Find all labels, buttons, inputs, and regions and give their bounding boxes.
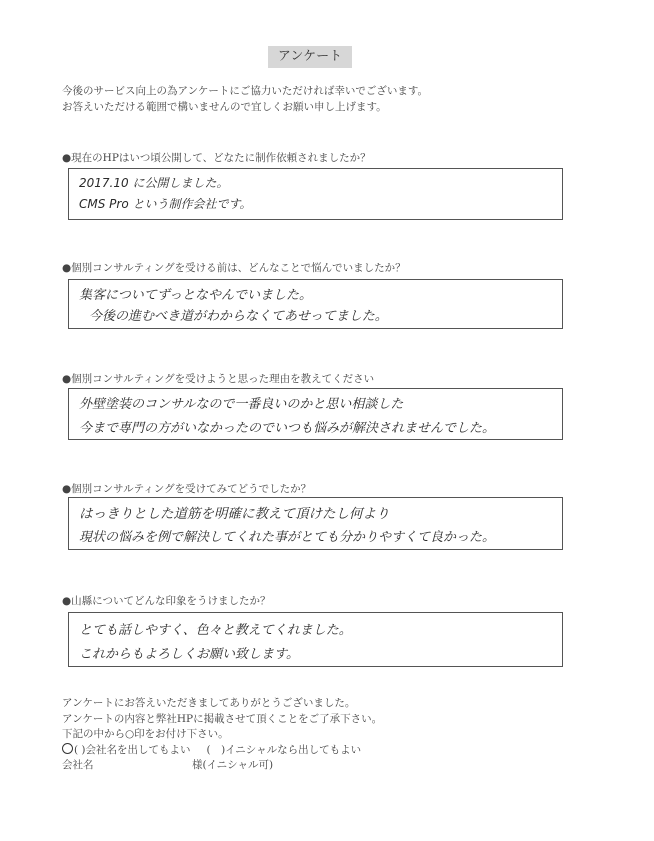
name-label: 様(イニシャル可)	[192, 759, 274, 771]
name-row	[62, 758, 382, 774]
answer-4-line-2: 現状の悩みを例で解決してくれた事がとても分かりやすくて良かった。	[79, 530, 496, 545]
answer-3-line-2: 今まで専門の方がいなかったのでいつも悩みが解決されませんでした。	[79, 421, 496, 436]
circle-mark-icon	[62, 743, 73, 754]
answer-5-box[interactable]	[68, 612, 563, 667]
answer-1-line-1: 2017.10 に公開しました。	[79, 176, 229, 190]
answer-3-box[interactable]	[68, 388, 563, 440]
intro-line-2: お答えいただける範囲で構いませんので宜しくお願い申し上げます。	[62, 101, 387, 113]
option-company-name[interactable]	[62, 743, 191, 759]
question-5-label: ●山縣についてどんな印象をうけましたか？	[62, 595, 271, 607]
company-label: 会社名	[62, 759, 94, 771]
answer-1-box[interactable]	[68, 168, 563, 220]
intro-line-1: 今後のサービス向上の為アンケートにご協力いただければ幸いでございます。	[62, 85, 429, 97]
intro-text	[62, 83, 428, 115]
answer-4-line-1: はっきりとした道筋を明確に教えて頂けたし何より	[79, 506, 390, 522]
answer-2-box[interactable]	[68, 279, 563, 329]
answer-4-box[interactable]	[68, 497, 563, 550]
option-initials[interactable]: ( )イニシャルなら出してもよい	[206, 743, 362, 756]
footer-line-3: 下記の中から○印をお付け下さい。	[62, 728, 229, 740]
footer-line-1: アンケートにお答えいただきましてありがとうございました。	[62, 697, 356, 709]
footer	[62, 696, 382, 774]
question-2-label: ●個別コンサルティングを受ける前は、どんなことで悩んでいましたか？	[62, 262, 406, 274]
consent-options	[62, 743, 382, 759]
answer-2-line-2: 今後の進むべき道がわからなくてあせってました。	[89, 309, 388, 324]
question-1-label: ●現在のHPはいつ頃公開して、どなたに制作依頼されましたか？	[62, 152, 371, 164]
footer-line-2: アンケートの内容と弊社HPに掲載させて頂くことをご了承下さい。	[62, 712, 383, 725]
option-company-name-label: ( )会社名を出してもよい	[74, 743, 191, 756]
answer-2-line-1: 集客についてずっとなやんでいました。	[79, 288, 312, 303]
question-3-label: ●個別コンサルティングを受けようと思った理由を教えてください	[62, 373, 375, 385]
page-title: アンケート	[268, 46, 352, 68]
answer-5-line-2: これからもよろしくお願い致します。	[79, 647, 299, 662]
answer-3-line-1: 外壁塗装のコンサルなので一番良いのかと思い相談した	[79, 397, 404, 412]
answer-5-line-1: とても話しやすく、色々と教えてくれました。	[79, 623, 352, 638]
question-4-label: ●個別コンサルティングを受けてみてどうでしたか？	[62, 483, 312, 495]
answer-1-line-2: CMS Pro という制作会社です。	[79, 197, 252, 211]
